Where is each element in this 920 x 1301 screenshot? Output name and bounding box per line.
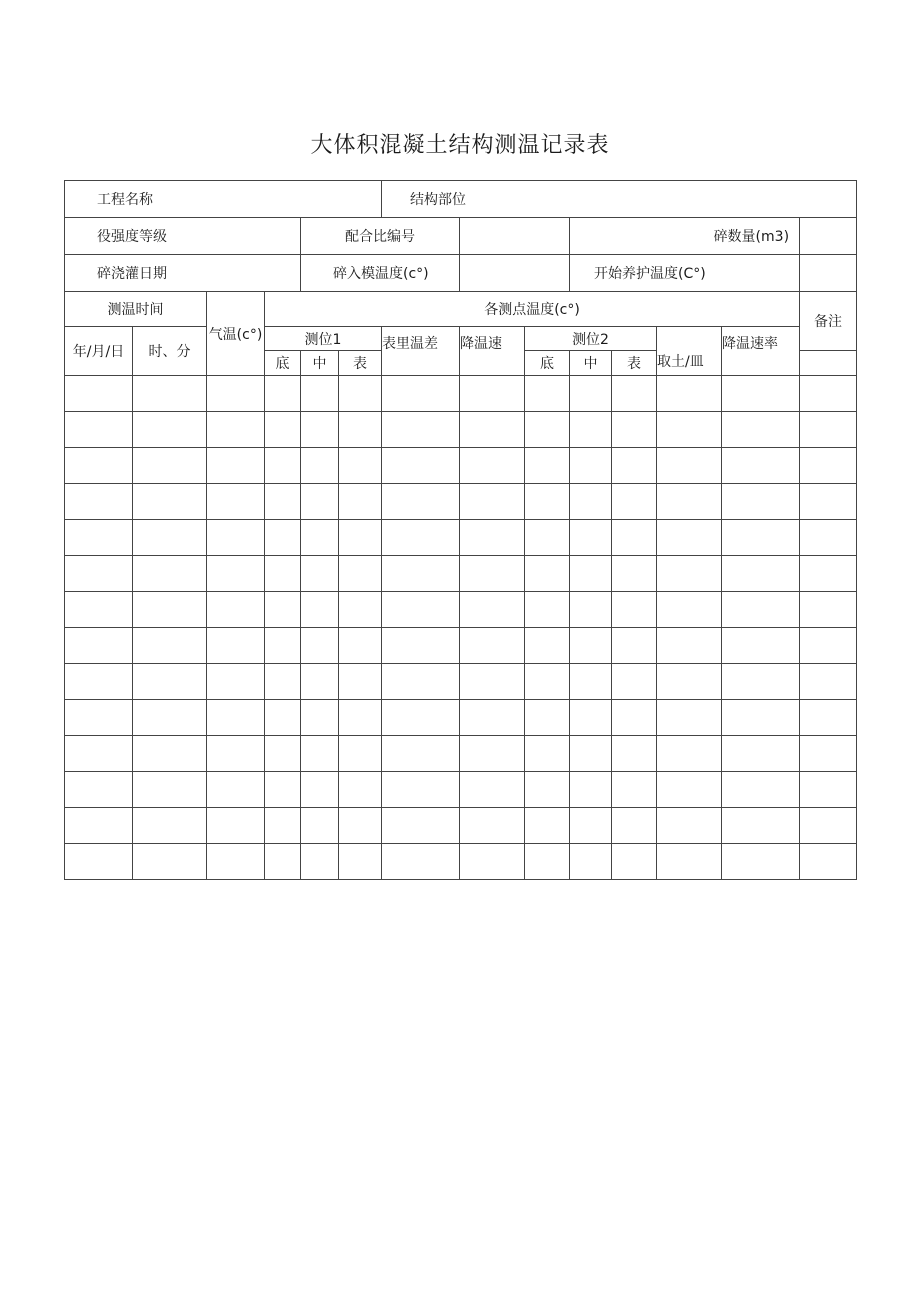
header-row-1: [65, 292, 857, 327]
table-cell[interactable]: [301, 412, 339, 448]
table-cell[interactable]: [265, 664, 301, 700]
table-cell[interactable]: [265, 412, 301, 448]
table-cell[interactable]: [301, 772, 339, 808]
project-name-label: 工程名称: [65, 181, 382, 218]
point-temps-header: 各测点温度(c°): [265, 292, 800, 327]
table-row: [65, 700, 857, 736]
table-cell[interactable]: [525, 844, 570, 880]
remarks-blank-cell[interactable]: [800, 351, 857, 376]
table-cell[interactable]: [133, 628, 207, 664]
table-cell[interactable]: [800, 376, 857, 412]
table-cell[interactable]: [339, 664, 382, 700]
table-cell[interactable]: [133, 700, 207, 736]
table-cell[interactable]: [65, 844, 133, 880]
table-cell[interactable]: [525, 520, 570, 556]
table-cell[interactable]: [301, 448, 339, 484]
table-cell[interactable]: [65, 772, 133, 808]
table-cell[interactable]: [460, 628, 525, 664]
measure-time-header: 测温时间: [65, 292, 207, 327]
table-cell[interactable]: [612, 520, 657, 556]
table-cell[interactable]: [339, 736, 382, 772]
table-cell[interactable]: [133, 448, 207, 484]
table-cell[interactable]: [301, 592, 339, 628]
table-cell[interactable]: [339, 844, 382, 880]
table-cell[interactable]: [612, 844, 657, 880]
table-cell[interactable]: [133, 664, 207, 700]
table-cell[interactable]: [612, 448, 657, 484]
table-cell[interactable]: [265, 808, 301, 844]
table-cell[interactable]: [382, 412, 460, 448]
remarks-header: 备注: [800, 292, 857, 351]
table-cell[interactable]: [133, 376, 207, 412]
table-cell[interactable]: [525, 700, 570, 736]
table-cell[interactable]: [570, 556, 612, 592]
pos2-bottom-header: 底: [525, 351, 570, 376]
table-cell[interactable]: [722, 448, 800, 484]
table-cell[interactable]: [382, 376, 460, 412]
table-cell[interactable]: [382, 520, 460, 556]
table-cell[interactable]: [65, 520, 133, 556]
data-body: [65, 376, 857, 880]
table-cell[interactable]: [657, 772, 722, 808]
table-cell[interactable]: [460, 376, 525, 412]
table-cell[interactable]: [800, 772, 857, 808]
table-cell[interactable]: [657, 592, 722, 628]
curing-start-temp-value[interactable]: [800, 255, 857, 292]
table-cell[interactable]: [525, 808, 570, 844]
table-cell[interactable]: [301, 736, 339, 772]
table-cell[interactable]: [301, 556, 339, 592]
table-cell[interactable]: [460, 844, 525, 880]
concrete-volume-value[interactable]: [800, 218, 857, 255]
table-cell[interactable]: [207, 772, 265, 808]
table-cell[interactable]: [525, 412, 570, 448]
table-cell[interactable]: [339, 808, 382, 844]
table-cell[interactable]: [800, 664, 857, 700]
table-cell[interactable]: [722, 772, 800, 808]
table-row: [65, 592, 857, 628]
table-row: [65, 736, 857, 772]
table-cell[interactable]: [460, 412, 525, 448]
table-cell[interactable]: [570, 628, 612, 664]
table-cell[interactable]: [265, 448, 301, 484]
surface-inner-diff-header: 表里温差: [382, 327, 460, 376]
table-row: [65, 628, 857, 664]
table-cell[interactable]: [339, 700, 382, 736]
table-cell[interactable]: [65, 736, 133, 772]
table-cell[interactable]: [722, 376, 800, 412]
table-cell[interactable]: [722, 520, 800, 556]
record-table: [64, 180, 857, 880]
table-cell[interactable]: [133, 520, 207, 556]
table-cell[interactable]: [570, 808, 612, 844]
mold-temp-label: 碎入模温度(c°): [301, 255, 460, 292]
table-cell[interactable]: [133, 808, 207, 844]
table-cell[interactable]: [460, 448, 525, 484]
curing-start-temp-label: 开始养护温度(C°): [570, 255, 800, 292]
pos1-middle-header: 中: [301, 351, 339, 376]
table-row: [65, 376, 857, 412]
table-cell[interactable]: [301, 844, 339, 880]
table-cell[interactable]: [339, 520, 382, 556]
table-cell[interactable]: [382, 772, 460, 808]
table-cell[interactable]: [207, 736, 265, 772]
table-cell[interactable]: [612, 592, 657, 628]
table-cell[interactable]: [525, 484, 570, 520]
pos1-bottom-header: 底: [265, 351, 301, 376]
cooling-speed-header: 降温速: [460, 327, 525, 376]
table-cell[interactable]: [800, 628, 857, 664]
table-cell[interactable]: [800, 520, 857, 556]
cooling-rate-header: 降温速率: [722, 327, 800, 376]
pour-date-label: 碎浇灌日期: [65, 255, 301, 292]
table-cell[interactable]: [525, 736, 570, 772]
header-row-2: [65, 327, 857, 351]
table-cell[interactable]: [339, 412, 382, 448]
table-row: [65, 808, 857, 844]
table-cell[interactable]: [570, 448, 612, 484]
table-cell[interactable]: [800, 484, 857, 520]
table-cell[interactable]: [657, 484, 722, 520]
table-cell[interactable]: [525, 664, 570, 700]
table-cell[interactable]: [382, 628, 460, 664]
table-cell[interactable]: [339, 376, 382, 412]
table-cell[interactable]: [570, 844, 612, 880]
table-cell[interactable]: [657, 376, 722, 412]
table-cell[interactable]: [722, 664, 800, 700]
table-cell[interactable]: [800, 556, 857, 592]
table-row: [65, 448, 857, 484]
table-cell[interactable]: [525, 556, 570, 592]
table-cell[interactable]: [301, 484, 339, 520]
table-cell[interactable]: [657, 700, 722, 736]
table-cell[interactable]: [657, 448, 722, 484]
table-cell[interactable]: [301, 628, 339, 664]
table-cell[interactable]: [800, 412, 857, 448]
info-row-1: [65, 181, 857, 218]
table-cell[interactable]: [265, 700, 301, 736]
table-cell[interactable]: [207, 808, 265, 844]
table-row: [65, 664, 857, 700]
table-cell[interactable]: [612, 412, 657, 448]
table-cell[interactable]: [612, 772, 657, 808]
table-cell[interactable]: [612, 556, 657, 592]
table-cell[interactable]: [570, 664, 612, 700]
table-cell[interactable]: [207, 376, 265, 412]
table-cell[interactable]: [570, 700, 612, 736]
table-cell[interactable]: [612, 376, 657, 412]
table-cell[interactable]: [207, 484, 265, 520]
concrete-volume-label: 碎数量(m3): [570, 218, 800, 255]
table-cell[interactable]: [800, 700, 857, 736]
table-cell[interactable]: [65, 808, 133, 844]
table-cell[interactable]: [133, 772, 207, 808]
table-cell[interactable]: [207, 556, 265, 592]
table-cell[interactable]: [612, 628, 657, 664]
table-cell[interactable]: [265, 520, 301, 556]
table-cell[interactable]: [382, 448, 460, 484]
mix-ratio-label: 配合比编号: [301, 218, 460, 255]
table-cell[interactable]: [65, 592, 133, 628]
table-cell[interactable]: [657, 844, 722, 880]
table-cell[interactable]: [460, 772, 525, 808]
table-cell[interactable]: [339, 484, 382, 520]
table-cell[interactable]: [133, 592, 207, 628]
table-cell[interactable]: [722, 592, 800, 628]
table-cell[interactable]: [460, 700, 525, 736]
table-cell[interactable]: [612, 736, 657, 772]
table-cell[interactable]: [525, 628, 570, 664]
table-cell[interactable]: [722, 484, 800, 520]
table-cell[interactable]: [382, 700, 460, 736]
hour-min-header: 时、分: [133, 327, 207, 376]
table-cell[interactable]: [460, 736, 525, 772]
table-cell[interactable]: [207, 844, 265, 880]
table-cell[interactable]: [382, 844, 460, 880]
table-cell[interactable]: [65, 664, 133, 700]
table-row: [65, 412, 857, 448]
table-cell[interactable]: [612, 664, 657, 700]
table-cell[interactable]: [722, 736, 800, 772]
table-cell[interactable]: [722, 808, 800, 844]
table-cell[interactable]: [207, 520, 265, 556]
table-cell[interactable]: [800, 844, 857, 880]
table-cell[interactable]: [722, 844, 800, 880]
table-cell[interactable]: [525, 592, 570, 628]
table-cell[interactable]: [133, 556, 207, 592]
pos1-header: 测位1: [265, 327, 382, 351]
table-cell[interactable]: [339, 628, 382, 664]
table-cell[interactable]: [612, 808, 657, 844]
mix-ratio-value[interactable]: [460, 218, 570, 255]
table-cell[interactable]: [460, 664, 525, 700]
table-cell[interactable]: [657, 808, 722, 844]
table-cell[interactable]: [612, 484, 657, 520]
table-cell[interactable]: [339, 592, 382, 628]
info-row-2: [65, 218, 857, 255]
table-row: [65, 772, 857, 808]
table-cell[interactable]: [800, 808, 857, 844]
table-cell[interactable]: [460, 592, 525, 628]
table-cell[interactable]: [382, 664, 460, 700]
table-cell[interactable]: [800, 736, 857, 772]
table-cell[interactable]: [570, 736, 612, 772]
table-cell[interactable]: [657, 736, 722, 772]
structure-part-label: 结构部位: [382, 181, 857, 218]
table-cell[interactable]: [570, 520, 612, 556]
table-cell[interactable]: [65, 628, 133, 664]
table-cell[interactable]: [65, 412, 133, 448]
table-cell[interactable]: [570, 412, 612, 448]
table-cell[interactable]: [800, 592, 857, 628]
table-cell[interactable]: [382, 484, 460, 520]
table-cell[interactable]: [265, 484, 301, 520]
table-cell[interactable]: [570, 772, 612, 808]
table-cell[interactable]: [525, 448, 570, 484]
table-cell[interactable]: [301, 664, 339, 700]
table-cell[interactable]: [265, 844, 301, 880]
table-cell[interactable]: [339, 448, 382, 484]
page-title: 大体积混凝土结构测温记录表: [310, 133, 610, 158]
table-cell[interactable]: [460, 520, 525, 556]
table-cell[interactable]: [722, 628, 800, 664]
table-cell[interactable]: [265, 772, 301, 808]
table-cell[interactable]: [525, 772, 570, 808]
extra-col-header: 取土/皿: [657, 327, 722, 376]
table-cell[interactable]: [339, 772, 382, 808]
table-cell[interactable]: [460, 556, 525, 592]
table-cell[interactable]: [207, 592, 265, 628]
table-cell[interactable]: [207, 628, 265, 664]
table-cell[interactable]: [301, 808, 339, 844]
table-cell[interactable]: [65, 700, 133, 736]
table-cell[interactable]: [800, 448, 857, 484]
info-row-3: [65, 255, 857, 292]
table-cell[interactable]: [133, 844, 207, 880]
table-cell[interactable]: [133, 484, 207, 520]
table-cell[interactable]: [265, 376, 301, 412]
table-cell[interactable]: [382, 808, 460, 844]
table-cell[interactable]: [265, 556, 301, 592]
pos2-middle-header: 中: [570, 351, 612, 376]
table-cell[interactable]: [570, 592, 612, 628]
table-cell[interactable]: [207, 664, 265, 700]
mold-temp-value[interactable]: [460, 255, 570, 292]
table-cell[interactable]: [657, 412, 722, 448]
table-cell[interactable]: [301, 520, 339, 556]
table-cell[interactable]: [722, 556, 800, 592]
table-cell[interactable]: [382, 592, 460, 628]
table-cell[interactable]: [207, 448, 265, 484]
pos2-header: 测位2: [525, 327, 657, 351]
table-cell[interactable]: [133, 412, 207, 448]
table-cell[interactable]: [382, 736, 460, 772]
table-cell[interactable]: [612, 700, 657, 736]
table-cell[interactable]: [570, 484, 612, 520]
table-cell[interactable]: [65, 556, 133, 592]
strength-grade-label: 役强度等级: [65, 218, 301, 255]
table-row: [65, 556, 857, 592]
table-cell[interactable]: [722, 700, 800, 736]
table-cell[interactable]: [301, 700, 339, 736]
pos2-top-header: 表: [612, 351, 657, 376]
table-cell[interactable]: [65, 448, 133, 484]
table-cell[interactable]: [301, 376, 339, 412]
table-cell[interactable]: [570, 376, 612, 412]
table-cell[interactable]: [657, 556, 722, 592]
table-cell[interactable]: [722, 412, 800, 448]
table-cell[interactable]: [65, 484, 133, 520]
table-cell[interactable]: [207, 412, 265, 448]
table-cell[interactable]: [65, 376, 133, 412]
table-cell[interactable]: [339, 556, 382, 592]
table-cell[interactable]: [525, 376, 570, 412]
table-cell[interactable]: [207, 700, 265, 736]
table-row: [65, 844, 857, 880]
table-row: [65, 484, 857, 520]
ymd-header: 年/月/日: [65, 327, 133, 376]
table-cell[interactable]: [657, 664, 722, 700]
table-cell[interactable]: [460, 808, 525, 844]
table-cell[interactable]: [382, 556, 460, 592]
air-temp-header: 气温(c°): [207, 292, 265, 376]
table-cell[interactable]: [133, 736, 207, 772]
table-cell[interactable]: [657, 628, 722, 664]
pos1-top-header: 表: [339, 351, 382, 376]
table-cell[interactable]: [460, 484, 525, 520]
table-cell[interactable]: [657, 520, 722, 556]
table-row: [65, 520, 857, 556]
table-cell[interactable]: [265, 736, 301, 772]
table-cell[interactable]: [265, 592, 301, 628]
table-cell[interactable]: [265, 628, 301, 664]
